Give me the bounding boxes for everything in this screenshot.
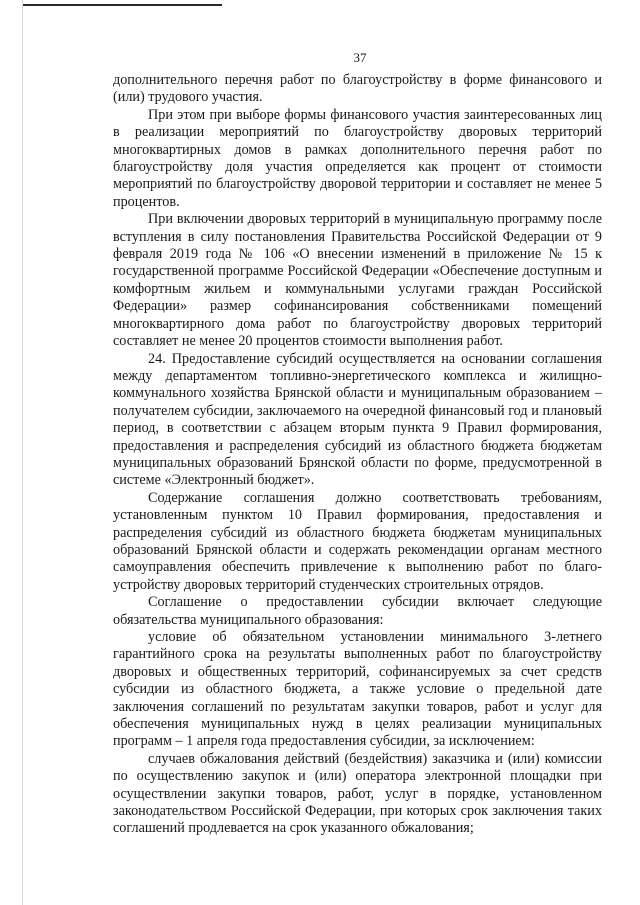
top-rule: [22, 4, 222, 6]
document-body: [113, 72, 602, 838]
paragraph: При включении дворовых территорий в муниципальную программу после вступления в силу постановления Правительства Российской Федерации от 9 февраля 2019 года № 106 «О внесении изменений в приложение № 15 к государственной программе Российской Федерации «Обеспечение доступным и комфортным жильем и коммунальными услугами граждан Российской Федерации» размер софинансирования собственниками помещений многоквартирного дома работ по благоустройству дворовых территорий составляет не менее 20 процентов стоимости выполнения работ.: [113, 211, 602, 350]
paragraph: При этом при выборе формы финансового участия заинтересованных лиц в реализации мероприятий по благоустройству дворовых территорий многоквартирных домов в рамках дополнительного перечня работ по благоустройству доля участия определяется как процент от стоимости мероприятий по благоустройству дворовой территории и составляет не менее 5 процентов.: [113, 106, 602, 210]
page-number: 37: [353, 50, 367, 65]
paragraph: дополнительного перечня работ по благоустройству в форме финансового и (или) трудового участия.: [113, 72, 602, 106]
paragraph: Соглашение о предоставлении субсидии включает следующие обязательства муниципального образования:: [113, 594, 602, 628]
paragraph: Содержание соглашения должно соответствовать требованиям, установленным пунктом 10 Правил формирования, предоставления и распределения субсидий из областного бюджета бюджетам муниципальных образований Брянской области и содержать рекомендации органам местного самоуправления обеспечить привлечение к выполнению работ по благоустройству дворовых территорий студенческих строительных отрядов.: [113, 489, 602, 593]
page-edge: [22, 0, 23, 905]
paragraph: случаев обжалования действий (бездействия) заказчика и (или) комиссии по осуществлению закупок и (или) оператора электронной площадки при осуществлении закупки товаров, работ, услуг в порядке, установленном законодательством Российской Федерации, при которых срок заключения таких соглашений продлевается на срок указанного обжалования;: [113, 750, 602, 837]
paragraph: 24. Предоставление субсидий осуществляется на основании соглашения между департаментом топливно-энергетического комплекса и жилищно-коммунального хозяйства Брянской области и муниципальным образованием – получателем субсидии, заключаемого на очередной финансовый год и плановый период, в соответствии с абзацем вторым пункта 9 Правил формирования, предоставления и распределения субсидий из областного бюджета бюджетам муниципальных образований Брянской области по форме, предусмотренной в системе «Электронный бюджет».: [113, 350, 602, 489]
paragraph: условие об обязательном установлении минимального 3-летнего гарантийного срока на результаты выполненных работ по благоустройству дворовых и общественных территорий, софинансируемых за счет средств субсидии из областного бюджета, а также условие о предельной дате заключения соглашений по результатам закупки товаров, работ и услуг для обеспечения муниципальных нужд в целях реализации муниципальных программ – 1 апреля года предоставления субсидии, за исключением:: [113, 629, 602, 750]
